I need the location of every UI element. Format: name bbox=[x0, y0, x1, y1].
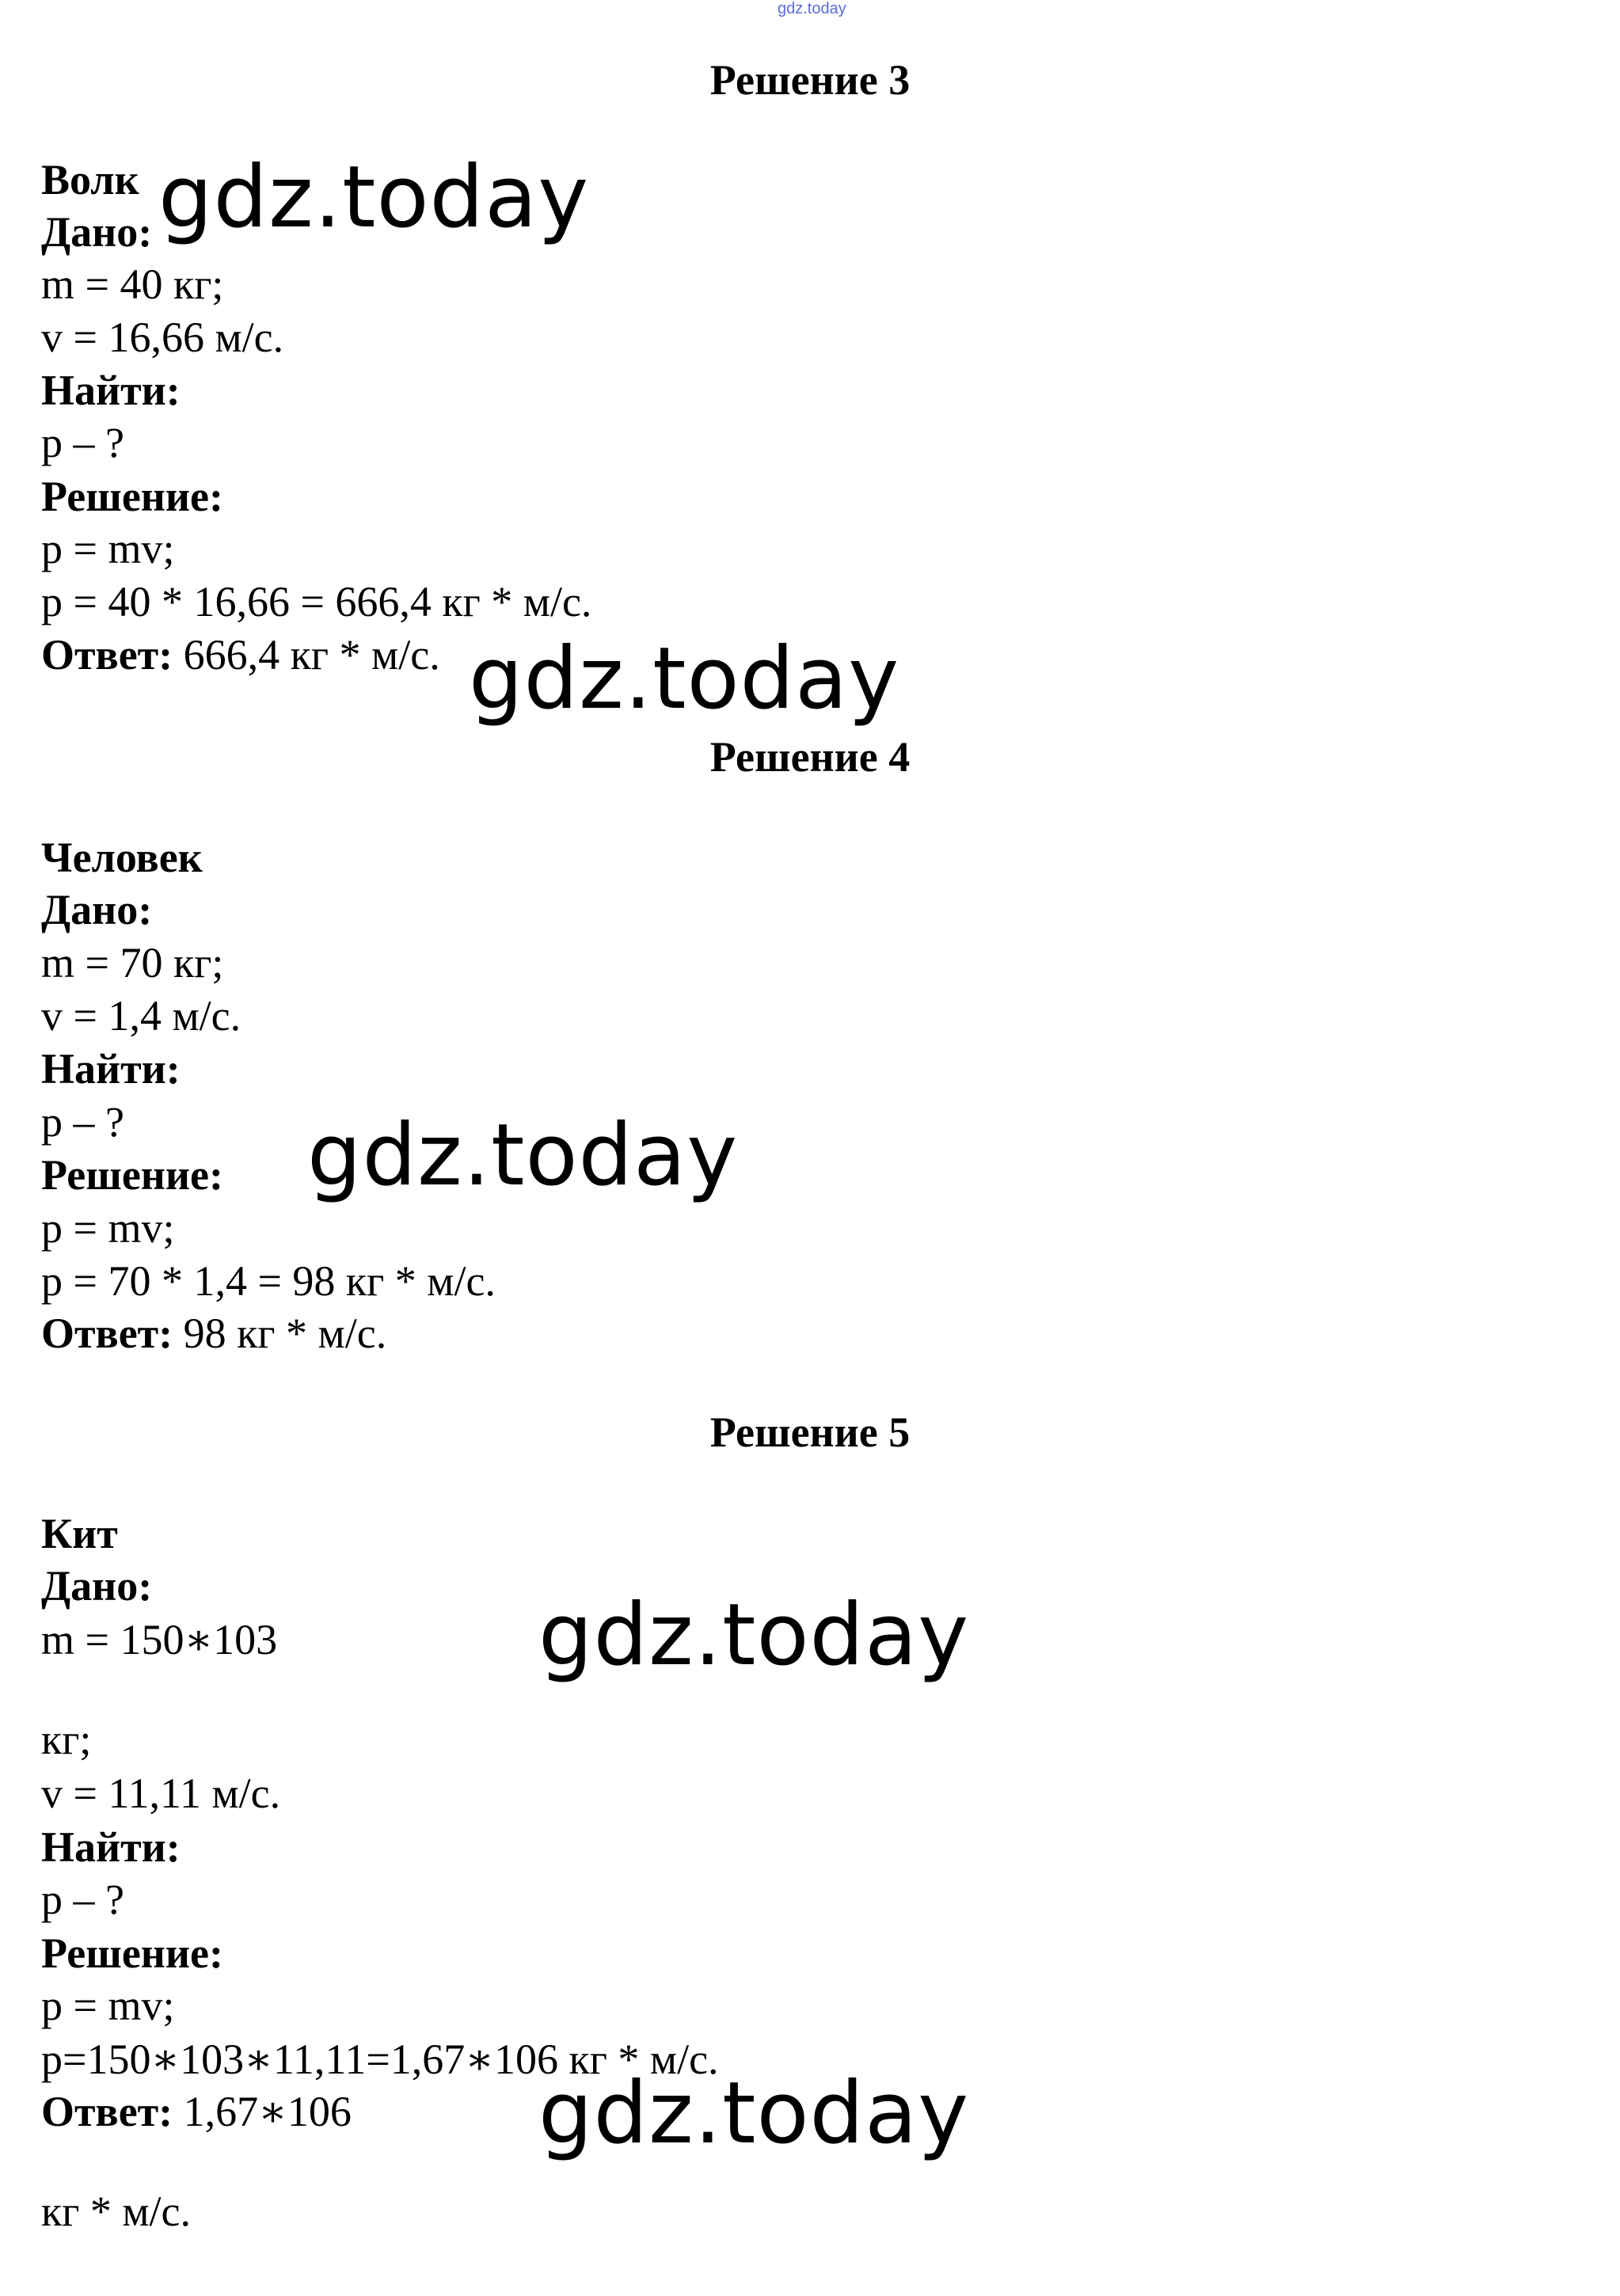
solution-5-answer-value: 1,67∗106 bbox=[173, 2088, 352, 2135]
solution-4-find-label: Найти: bbox=[41, 1045, 181, 1093]
solution-5-answer bbox=[41, 2085, 352, 2138]
solution-5-calculation: p=150∗103∗11,11=1,67∗106 кг * м/с. bbox=[41, 2036, 719, 2083]
solution-3-calculation: p = 40 * 16,66 = 666,4 кг * м/с. bbox=[41, 578, 592, 625]
top-watermark: gdz.today bbox=[778, 0, 846, 17]
solution-3-find: p – ? bbox=[41, 419, 124, 466]
solution-4-velocity: v = 1,4 м/с. bbox=[41, 992, 241, 1040]
solution-4-solution-label: Решение: bbox=[41, 1151, 223, 1199]
solution-4-subject: Человек bbox=[41, 834, 203, 881]
solution-3-answer-label: Ответ: bbox=[41, 631, 173, 679]
solution-5-mass: m = 150∗103 bbox=[41, 1616, 278, 1663]
solution-5-formula: p = mv; bbox=[41, 1982, 175, 2029]
solution-4-answer-value: 98 кг * м/с. bbox=[173, 1310, 387, 1357]
solution-3-subject: Волк bbox=[41, 156, 139, 203]
solution-4-mass: m = 70 кг; bbox=[41, 939, 224, 986]
solution-5-velocity: v = 11,11 м/с. bbox=[41, 1770, 281, 1817]
solution-3-find-label: Найти: bbox=[41, 367, 181, 414]
solution-5-answer-label: Ответ: bbox=[41, 2088, 173, 2135]
solution-3-given-label: Дано: bbox=[41, 208, 153, 256]
solution-5-find-label: Найти: bbox=[41, 1823, 181, 1871]
solution-5-given-label: Дано: bbox=[41, 1562, 153, 1610]
solution-5-mass-unit: кг; bbox=[41, 1716, 92, 1763]
solution-5-find: p – ? bbox=[41, 1876, 124, 1923]
solution-5-title: Решение 5 bbox=[709, 1408, 911, 1456]
solution-3-answer bbox=[41, 629, 440, 681]
solution-5-subject: Кит bbox=[41, 1510, 118, 1557]
solution-3-formula: p = mv; bbox=[41, 525, 175, 572]
watermark-5: gdz.today bbox=[538, 2064, 970, 2163]
solution-3-title: Решение 3 bbox=[709, 56, 911, 104]
solution-4-find: p – ? bbox=[41, 1098, 124, 1146]
solution-5-solution-label: Решение: bbox=[41, 1929, 223, 1977]
watermark-1: gdz.today bbox=[158, 148, 590, 247]
solution-4-title: Решение 4 bbox=[709, 733, 911, 781]
watermark-3: gdz.today bbox=[307, 1106, 739, 1205]
solution-4-calculation: p = 70 * 1,4 = 98 кг * м/с. bbox=[41, 1257, 496, 1305]
solution-3-velocity: v = 16,66 м/с. bbox=[41, 314, 284, 361]
solution-3-mass: m = 40 кг; bbox=[41, 260, 224, 308]
solution-5-answer-unit: кг * м/с. bbox=[41, 2188, 192, 2235]
solution-3-solution-label: Решение: bbox=[41, 473, 223, 520]
solution-4-given-label: Дано: bbox=[41, 886, 153, 933]
solution-4-answer bbox=[41, 1307, 386, 1359]
watermark-4: gdz.today bbox=[538, 1586, 970, 1685]
solution-4-answer-label: Ответ: bbox=[41, 1310, 173, 1357]
solution-4-formula: p = mv; bbox=[41, 1204, 175, 1252]
watermark-2: gdz.today bbox=[469, 629, 900, 728]
solution-3-answer-value: 666,4 кг * м/с. bbox=[173, 631, 440, 679]
